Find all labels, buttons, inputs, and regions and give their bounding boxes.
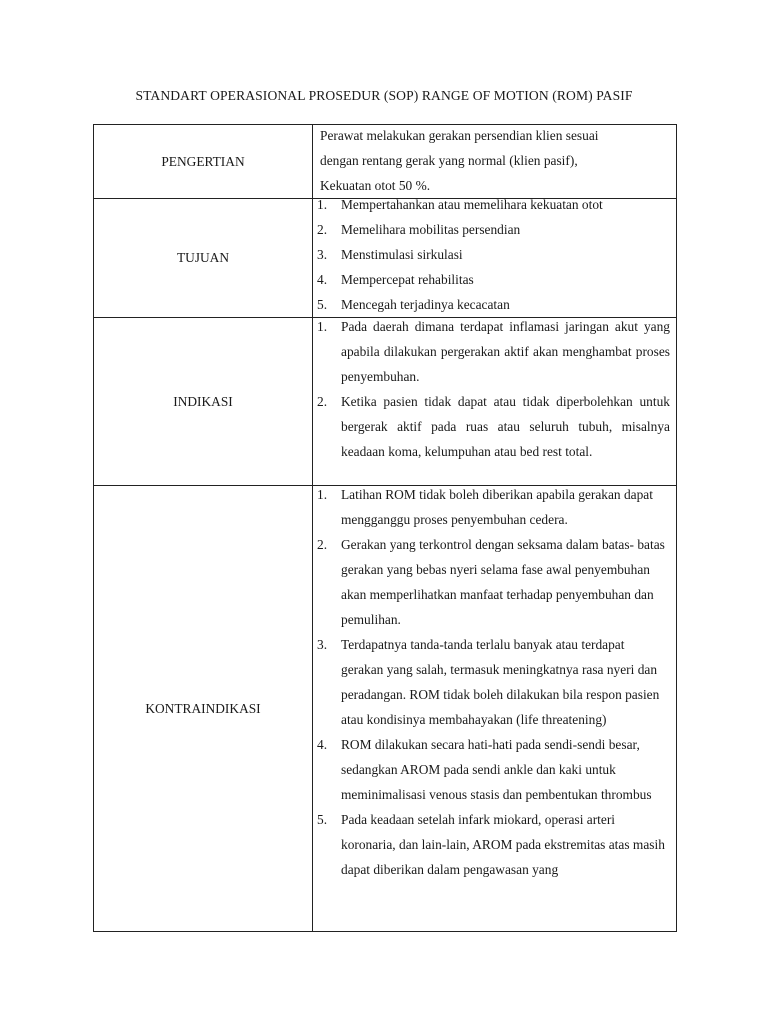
list-item: 2. Gerakan yang terkontrol dengan seksama dalam batas- batas gerakan yang bebas nyeri selama fase awal penyembuhan akan memperlihatkan manfaat terhadap penyembuhan dan pemulihan. [317,537,665,627]
tujuan-list [317,199,670,318]
list-item: 2. Ketika pasien tidak dapat atau tidak diperbolehkan untuk bergerak aktif pada ruas atau seluruh tubuh, misalnya keadaan koma, kelumpuhan atau bed rest total. [317,394,670,459]
list-item: 4. ROM dilakukan secara hati-hati pada sendi-sendi besar, sedangkan AROM pada sendi ankle dan kaki untuk meminimalisasi venous stasis dan pembentukan thrombus [317,737,652,802]
row-indikasi [94,318,677,486]
document-title: STANDART OPERASIONAL PROSEDUR (SOP) RANGE OF MOTION (ROM) PASIF [135,88,633,103]
label-indikasi: INDIKASI [94,318,313,486]
content-kontraindikasi [313,486,677,932]
row-kontraindikasi [94,486,677,932]
list-item: 4. Mempercepat rehabilitas [317,272,474,287]
content-pengertian [313,125,677,199]
label-kontraindikasi: KONTRAINDIKASI [94,486,313,932]
sop-table [93,124,677,932]
list-item: 5. Pada keadaan setelah infark miokard, operasi arteri koronaria, dan lain-lain, AROM pada ekstremitas atas masih dapat diberikan dalam pengawasan yang [317,812,665,877]
list-item: 2. Memelihara mobilitas persendian [317,222,521,237]
content-indikasi [313,318,677,486]
list-item: 1. Pada daerah dimana terdapat inflamasi jaringan akut yang apabila dilakukan pergerakan aktif akan menghambat proses penyembuhan. [317,319,670,384]
pengertian-line: dengan rentang gerak yang normal (klien pasif), [320,153,578,168]
list-item: 3. Menstimulasi sirkulasi [317,247,463,262]
list-item: 5. Mencegah terjadinya kecacatan [317,297,510,312]
label-tujuan: TUJUAN [94,199,313,318]
list-item: 1. Mempertahankan atau memelihara kekuatan otot [317,198,603,212]
indikasi-list [317,318,670,465]
row-tujuan [94,199,677,318]
pengertian-line: Perawat melakukan gerakan persendian klien sesuai [320,128,599,143]
pengertian-line: Kekuatan otot 50 %. [320,178,431,193]
row-pengertian [94,125,677,199]
list-item: 3. Terdapatnya tanda-tanda terlalu banyak atau terdapat gerakan yang salah, termasuk meningkatnya rasa nyeri dan peradangan. ROM tidak boleh dilakukan bila respon pasien atau kondisinya membahayakan (life threatening) [317,637,660,727]
list-item: 1. Latihan ROM tidak boleh diberikan apabila gerakan dapat mengganggu proses penyembuhan cedera. [317,487,653,527]
content-tujuan [313,199,677,318]
kontraindikasi-list [317,486,670,883]
label-pengertian: PENGERTIAN [94,125,313,199]
